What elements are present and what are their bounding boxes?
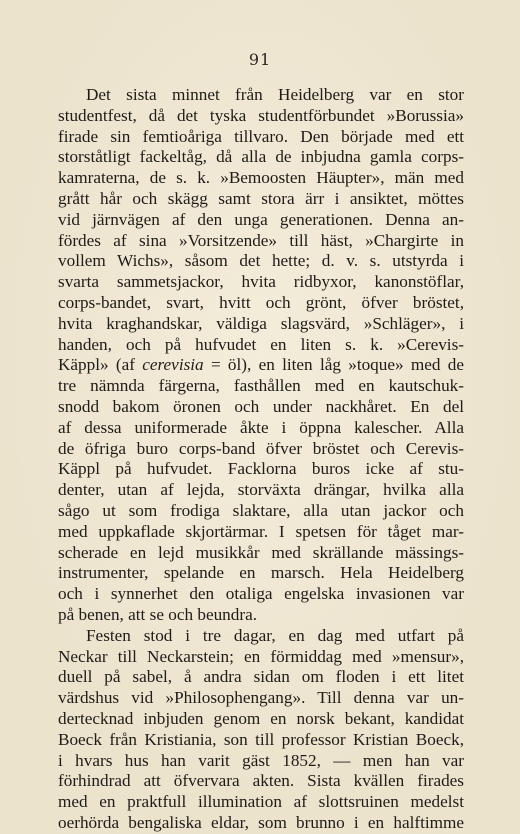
text-line: handen, och på hufvudet en liten s. k. »Cerevis- [58,334,464,354]
text-line: med en praktfull illumination af slottsruinen medelst [58,792,464,812]
text-line: oerhörda bengaliska eldar, som brunno i en halftimme [58,812,464,832]
text-line: med uppkaflade skjortärmar. I spetsen för tåget mar- [58,521,464,541]
text-line: corps-bandet, svart, hvitt och grönt, öfver bröstet, [58,292,464,312]
text-line: i hvars hus han varit gäst 1852, — men han var [58,750,464,770]
text-line: snodd bakom öronen och under nackhåret. En del [58,396,464,416]
text-line: vollem Wichs», såsom det hette; d. v. s. utstyrda i [58,251,464,271]
text-line: scherade en lejd musikkår med skrällande mässings- [58,542,464,562]
text-line: Käppl» (af cerevisia = öl), en liten låg »toque» med de [58,355,464,375]
text-line: studentfest, då det tyska studentförbundet »Borussia» [58,105,464,125]
text-line: firade sin femtioåriga tillvaro. Den började med ett [58,126,464,146]
text-line: kamraterna, de s. k. »Bemoosten Häupter», män med [58,168,464,188]
text-line: instrumenter, spelande en marsch. Hela Heidelberg [58,563,464,583]
text-line: fördes af sina »Vorsitzende» till häst, »Chargirte in [58,230,464,250]
text-line: Käppl på hufvudet. Facklorna buros icke af stu- [58,459,464,479]
text-line: storståtligt fackeltåg, då alla de inbjudna gamla corps- [58,147,464,167]
text-line: af dessa uniformerade åkte i öppna kalescher. Alla [58,417,464,437]
text-line: denter, utan af lejda, storväxta drängar, hvilka alla [58,480,464,500]
body-text [58,85,464,834]
text-line: på benen, att se och beundra. [58,604,258,624]
text-line: sågo ut som frodiga slaktare, alla utan jackor och [58,500,464,520]
text-line: hvita kraghandskar, väldiga slagsvärd, »Schläger», i [58,313,464,333]
page-number: 91 [248,50,272,69]
text-line: de öfriga buro corps-band öfver bröstet och Cerevis- [58,438,464,458]
text-line: vid järnvägen af den unga generationen. Denna an- [58,209,464,229]
text-line: och i synnerhet den otaliga engelska invasionen var [58,584,464,604]
text-line: Det sista minnet från Heidelberg var en stor [86,85,464,104]
text-line: svarta sammetsjackor, hvita ridbyxor, kanonstöflar, [58,272,464,292]
text-line: värdshus vid »Philosophengang». Till denna var un- [58,688,464,708]
text-line: dertecknad inbjuden genom en norsk bekant, kandidat [58,708,464,728]
text-line: tre nämnda färgerna, fasthållen med en kautschuk- [58,376,464,396]
text-line: förhindrad att öfvervara akten. Sista kvällen firades [58,771,464,791]
text-line: Boeck från Kristiania, son till professor Kristian Boeck, [58,729,464,749]
text-line: grått hår och skägg samt stora ärr i ansiktet, möttes [58,188,464,208]
text-line: Neckar till Neckarstein; en förmiddag med »mensur», [58,646,464,666]
text-line: Festen stod i tre dagar, en dag med utfart på [86,625,464,645]
text-line: duell på sabel, å andra sidan om floden i ett litet [58,667,464,687]
